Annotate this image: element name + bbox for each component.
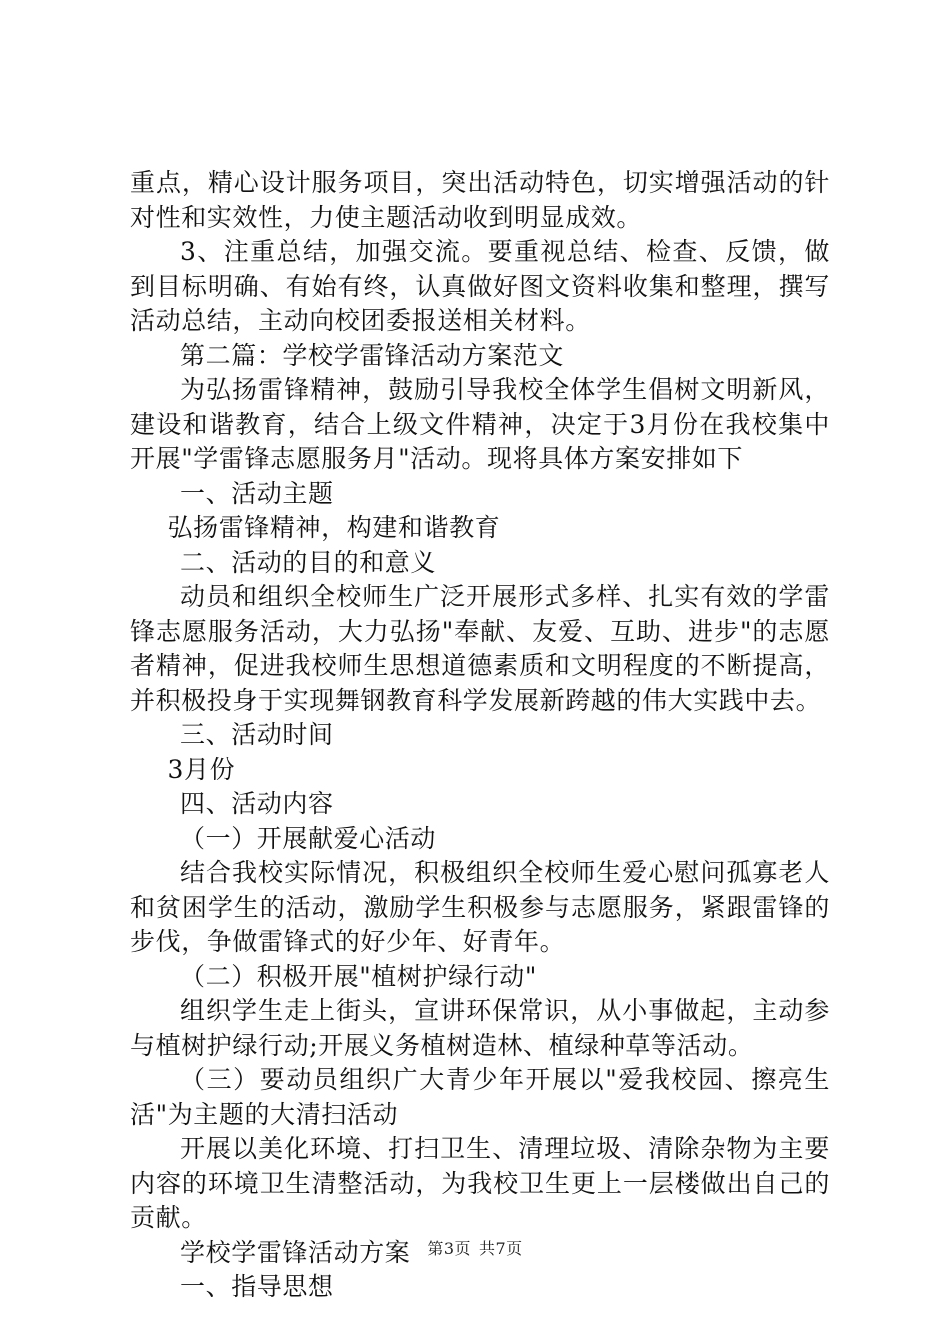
section-heading: 一、指导思想 bbox=[180, 1272, 334, 1301]
sub-heading: （二）积极开展"植树护绿行动" bbox=[180, 961, 537, 991]
section-heading: 一、活动主题 bbox=[180, 478, 334, 508]
sub-heading: （三）要动员组织广大青少年开展以"爱我校园、擦亮生活"为主题的大清扫活动 bbox=[130, 1065, 830, 1129]
page-footer bbox=[0, 1236, 950, 1259]
section-heading: 四、活动内容 bbox=[180, 789, 334, 818]
paragraph: 弘扬雷锋精神，构建和谐教育 bbox=[167, 513, 501, 542]
paragraph: 动员和组织全校师生广泛开展形式多样、扎实有效的学雷锋志愿服务活动，大力弘扬"奉献、友爱、互助、进步"的志愿者精神，促进我校师生思想道德素质和文明程度的不断提高，并积极投身于实现舞钢教育科学发展新跨越的伟大实践中去。 bbox=[130, 582, 830, 715]
page-number: 第3页 bbox=[427, 1239, 471, 1258]
page-total: 共7页 bbox=[479, 1239, 523, 1258]
paragraph: 为弘扬雷锋精神，鼓励引导我校全体学生倡树文明新风，建设和谐教育，结合上级文件精神，决定于3月份在我校集中开展"学雷锋志愿服务月"活动。现将具体方案安排如下 bbox=[130, 375, 830, 473]
section-heading: 第二篇：学校学雷锋活动方案范文 bbox=[180, 340, 565, 370]
paragraph: 组织学生走上街头，宣讲环保常识，从小事做起，主动参与植树护绿行动;开展义务植树造林、植绿种草等活动。 bbox=[130, 996, 830, 1060]
paragraph: 3月份 bbox=[167, 754, 236, 784]
sub-heading: （一）开展献爱心活动 bbox=[180, 823, 437, 853]
section-heading: 学校学雷锋活动方案 bbox=[180, 1237, 411, 1267]
paragraph: 结合我校实际情况，积极组织全校师生爱心慰问孤寡老人和贫困学生的活动，激励学生积极参与志愿服务，紧跟雷锋的步伐，争做雷锋式的好少年、好青年。 bbox=[130, 858, 830, 956]
section-heading: 二、活动的目的和意义 bbox=[180, 547, 437, 577]
paragraph: 开展以美化环境、打扫卫生、清理垃圾、清除杂物为主要内容的环境卫生清整活动，为我校卫生更上一层楼做出自己的贡献。 bbox=[130, 1134, 830, 1232]
paragraph: 重点，精心设计服务项目，突出活动特色，切实增强活动的针对性和实效性，力使主题活动收到明显成效。 bbox=[130, 168, 830, 232]
paragraph: 3、注重总结，加强交流。要重视总结、检查、反馈，做到目标明确、有始有终，认真做好图文资料收集和整理，撰写活动总结，主动向校团委报送相关材料。 bbox=[130, 237, 830, 335]
document-body bbox=[130, 166, 830, 1305]
section-heading: 三、活动时间 bbox=[180, 720, 334, 749]
